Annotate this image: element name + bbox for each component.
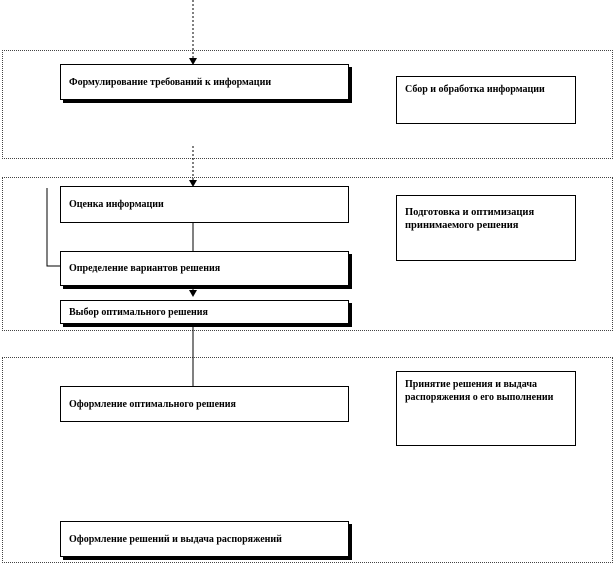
step-assess-information: Оценка информации [60,186,349,223]
note-collection-processing: Сбор и обработка информации [396,76,576,124]
step-format-optimal: Оформление оптимального решения [60,386,349,422]
step-formulate-requirements: Формулирование требований к информации [60,64,349,100]
step-choose-optimal: Выбор оптимального решения [60,300,349,324]
feedback-line [47,188,60,266]
note-accept-decision: Принятие решения и выдача распоряжения о его выполнении [396,371,576,446]
note-prepare-optimize: Подготовка и оптимизация принимаемого решения [396,195,576,261]
step-format-issue-orders: Оформление решений и выдача распоряжений [60,521,349,557]
step-define-variants: Определение вариантов решения [60,251,349,286]
